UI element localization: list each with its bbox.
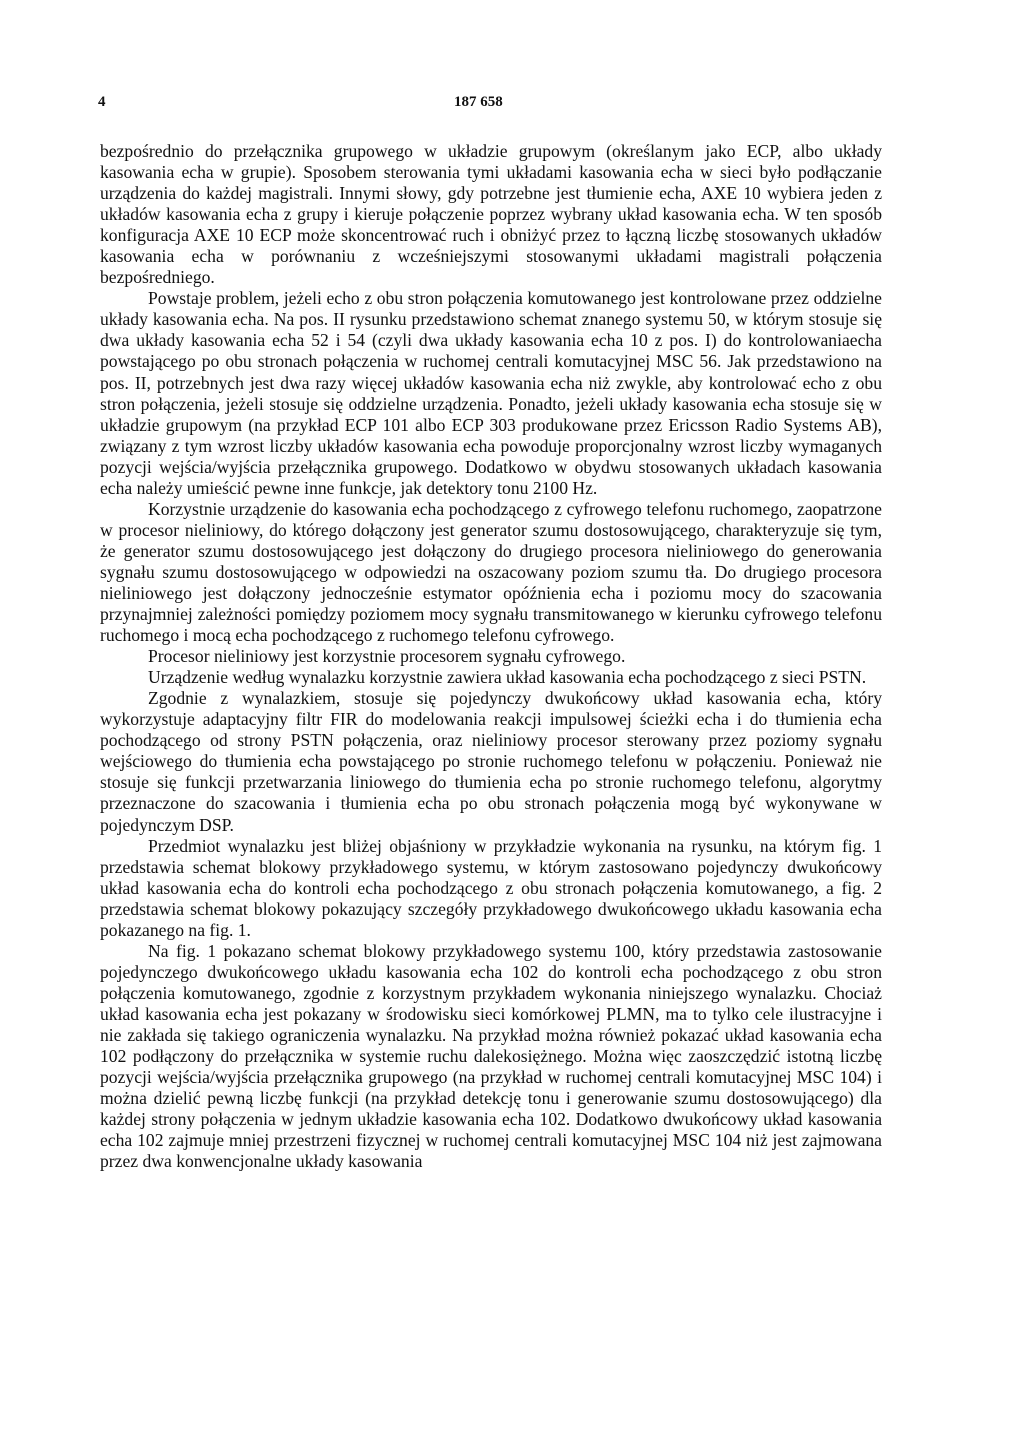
paragraph: Przedmiot wynalazku jest bliżej objaśniony w przykładzie wykonania na rysunku, na którym fig. 1 przedstawia schemat blokowy przykładowego systemu, w którym zastosowano pojedynczy dwukońcowy układ kasowania echa do kontroli echa pochodzącego z obu stronach połączenia komutowanego, a fig. 2 przedstawia schemat blokowy pokazujący szczegóły przykładowego dwukońcowego układu kasowania echa pokazanego na fig. 1. <box>100 835 882 940</box>
page-header <box>98 94 908 118</box>
paragraph: Urządzenie według wynalazku korzystnie zawiera układ kasowania echa pochodzącego z sieci PSTN. <box>148 667 867 688</box>
paragraph: Zgodnie z wynalazkiem, stosuje się pojedynczy dwukońcowy układ kasowania echa, który wykorzystuje adaptacyjny filtr FIR do modelowania reakcji impulsowej ścieżki echa i do tłumienia echa pochodzącego od strony PSTN połączenia, oraz nieliniowy procesor sterowany przez poziomy sygnału wejściowego do tłumienia echa powstającego po stronie ruchomego telefonu w połączeniu. Ponieważ nie stosuje się funkcji przetwarzania liniowego do tłumienia echa po stronie ruchomego telefonu, algorytmy przeznaczone do szacowania i tłumienia echa po obu stronach połączenia mogą być wykonywane w pojedynczym DSP. <box>100 688 882 835</box>
paragraph: Korzystnie urządzenie do kasowania echa pochodzącego z cyfrowego telefonu ruchomego, zaopatrzone w procesor nieliniowy, do którego dołączony jest generator szumu dostosowującego, charakteryzuje się tym, że generator szumu dostosowującego jest dołączony do drugiego procesora nieliniowego do generowania sygnału szumu dostosowującego w odpowiedzi na oszacowany poziom szumu tła. Do drugiego procesora nieliniowego jest dołączony jednocześnie estymator opóźnienia echa i poziomu mocy do szacowania przynajmniej zależności pomiędzy poziomem mocy sygnału transmitowanego w kierunku cyfrowego telefonu ruchomego i mocą echa pochodzącego z ruchomego telefonu cyfrowego. <box>100 498 882 646</box>
paragraph: bezpośrednio do przełącznika grupowego w układzie grupowym (określanym jako ECP, albo układy kasowania echa w grupie). Sposobem sterowania tymi układami kasowania echa w sieci było podłączanie urządzenia do każdej magistrali. Innymi słowy, gdy potrzebne jest tłumienie echa, AXE 10 wybiera jeden z układów kasowania echa z grupy i kieruje połączenie poprzez wybrany układ kasowania echa. W ten sposób konfiguracja AXE 10 ECP może skoncentrować ruch i obniżyć przez to łączną liczbę stosowanych układów kasowania echa w porównaniu z wcześniejszymi stosowanymi układami magistrali połączenia bezpośredniego. <box>100 141 882 288</box>
paragraph: Procesor nieliniowy jest korzystnie procesorem sygnału cyfrowego. <box>148 646 626 667</box>
paragraph: Powstaje problem, jeżeli echo z obu stron połączenia komutowanego jest kontrolowane przez oddzielne układy kasowania echa. Na pos. II rysunku przedstawiono schemat znanego systemu 50, w którym stosuje się dwa układy kasowania echa 52 i 54 (czyli dwa układy kasowania echa 10 z pos. I) do kontrolowaniaecha powstającego po obu stronach połączenia w ruchomej centrali komutacyjnej MSC 56. Jak przedstawiono na pos. II, potrzebnych jest dwa razy więcej układów kasowania echa niż zwykle, aby kontrolować echo z obu stron połączenia, jeżeli stosuje się oddzielne urządzenia. Ponadto, jeżeli układy kasowania echa stosuje się w układzie grupowym (na przykład ECP 101 albo ECP 303 produkowane przez Ericsson Radio Systems AB), związany z tym wzrost liczby układów kasowania echa powoduje proporcjonalny wzrost liczby wymaganych pozycji wejścia/wyjścia przełącznika grupowego. Dodatkowo w obydwu stosowanych układach kasowania echa należy umieścić pewne inne funkcje, jak detektory tonu 2100 Hz. <box>100 288 882 498</box>
page-number: 4 <box>98 94 106 110</box>
patent-number: 187 658 <box>454 94 503 110</box>
paragraph: Na fig. 1 pokazano schemat blokowy przykładowego systemu 100, który przedstawia zastosowanie pojedynczego dwukońcowego układu kasowania echa 102 do kontroli echa pochodzącego z obu stron połączenia komutowanego, zgodnie z korzystnym przykładem wykonania niniejszego wynalazku. Chociaż układ kasowania echa jest pokazany w środowisku sieci komórkowej PLMN, ma to tylko cele ilustracyjne i nie zakłada się takiego ograniczenia wynalazku. Na przykład można również pokazać układ kasowania echa 102 podłączony do przełącznika w systemie ruchu dalekosiężnego. Można więc zaoszczędzić istotną liczbę pozycji wejścia/wyjścia przełącznika grupowego (na przykład w ruchomej centrali komutacyjnej MSC 104) i można dzielić pewną liczbę funkcji (na przykład detekcję tonu i generowanie szumu dostosowującego) dla każdej strony połączenia w jednym układzie kasowania echa 102. Dodatkowo dwukońcowy układ kasowania echa 102 zajmuje mniej przestrzeni fizycznej w ruchomej centrali komutacyjnej MSC 104 niż jest zajmowana przez dwa konwencjonalne układy kasowania <box>100 940 882 1172</box>
document-body <box>100 141 882 1172</box>
